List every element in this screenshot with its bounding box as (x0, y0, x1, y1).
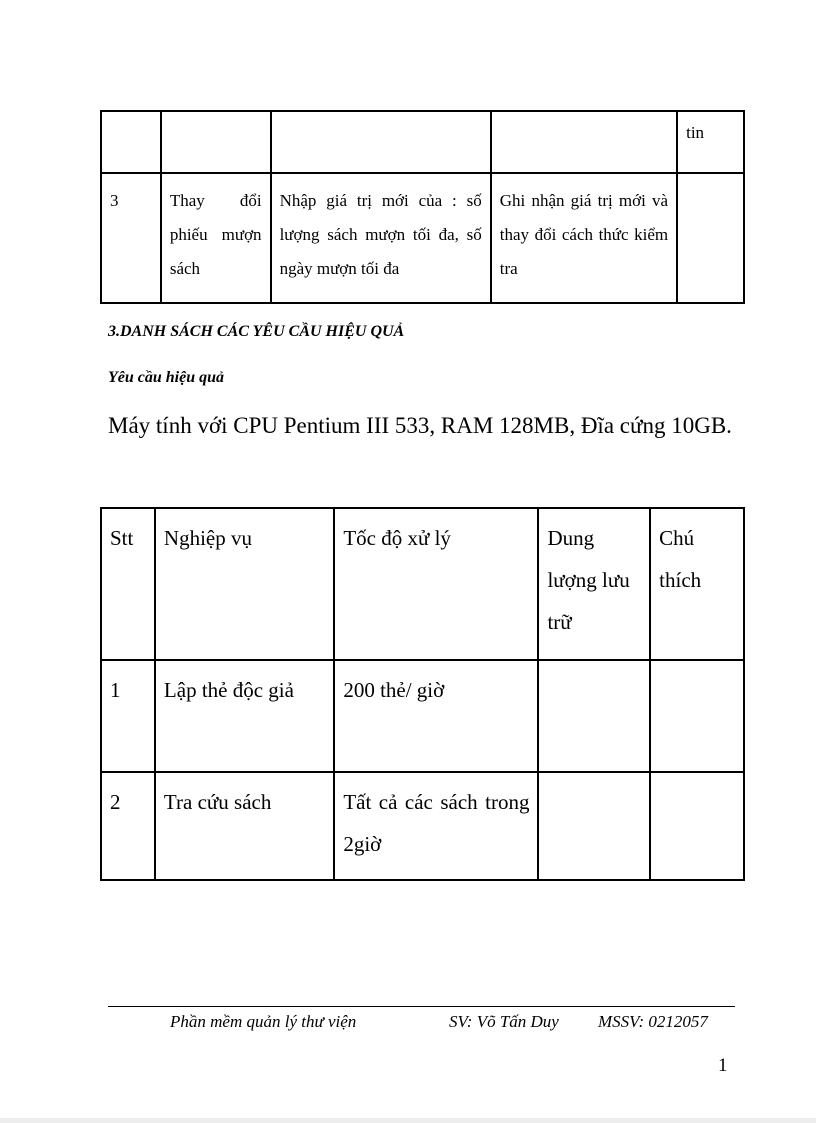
performance-table (100, 507, 745, 881)
header-chu-thich: Chú thích (650, 508, 744, 660)
table-row (101, 111, 744, 173)
table-cell (538, 660, 650, 772)
table-cell: Tra cứu sách (155, 772, 334, 880)
table-cell: tin (677, 111, 744, 173)
table-cell: Tất cả các sách trong 2giờ (334, 772, 538, 880)
table-cell: Lập thẻ độc giả (155, 660, 334, 772)
page-bottom-edge (0, 1118, 816, 1123)
header-dung-luong: Dung lượng lưu trữ (538, 508, 650, 660)
table-cell: Ghi nhận giá trị mới và thay đổi cách thức kiểm tra (491, 173, 677, 303)
table-cell (101, 111, 161, 173)
table-cell (650, 660, 744, 772)
table-cell: 2 (101, 772, 155, 880)
function-table-continued (100, 110, 745, 304)
footer-student: SV: Võ Tấn Duy (449, 1012, 559, 1031)
header-nghiep-vu: Nghiệp vụ (155, 508, 334, 660)
section-heading: 3.DANH SÁCH CÁC YÊU CẦU HIỆU QUẢ (108, 323, 405, 340)
table-row (101, 660, 744, 772)
table-cell: 1 (101, 660, 155, 772)
table-cell (491, 111, 677, 173)
table-cell (271, 111, 491, 173)
table-header-row (101, 508, 744, 660)
table-cell (538, 772, 650, 880)
table-cell (677, 173, 744, 303)
requirements-paragraph: Máy tính với CPU Pentium III 533, RAM 128MB, Đĩa cứng 10GB. (108, 413, 732, 438)
header-stt: Stt (101, 508, 155, 660)
header-toc-do: Tốc độ xử lý (334, 508, 538, 660)
page-number: 1 (718, 1055, 728, 1076)
footer-divider (108, 1006, 735, 1007)
table-cell (650, 772, 744, 880)
table-cell: Nhập giá trị mới của : số lượng sách mượn tối đa, số ngày mượn tối đa (271, 173, 491, 303)
table-row (101, 772, 744, 880)
table-cell-stt: 3 (101, 173, 161, 303)
table-cell: 200 thẻ/ giờ (334, 660, 538, 772)
footer-title: Phần mềm quản lý thư viện (170, 1012, 357, 1031)
table-cell (161, 111, 271, 173)
table-row (101, 173, 744, 303)
subheading: Yêu cầu hiệu quả (108, 369, 225, 386)
table-cell: Thay đổi phiếu mượn sách (161, 173, 271, 303)
footer-mssv: MSSV: 0212057 (598, 1012, 708, 1031)
